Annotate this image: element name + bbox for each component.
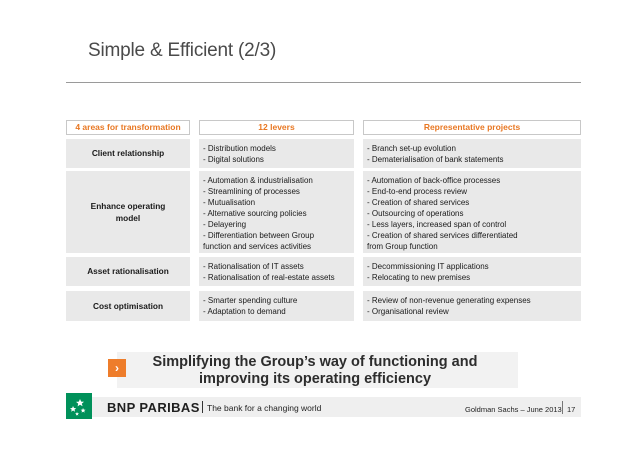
footer-source: Goldman Sachs – June 2013 bbox=[465, 405, 562, 414]
key-message-line: Simplifying the Group’s way of functioning and bbox=[152, 354, 478, 370]
projects-cell bbox=[363, 171, 581, 253]
levers-cell bbox=[199, 257, 354, 286]
lever-item: - Mutualisation bbox=[203, 198, 256, 207]
slide-title: Simple & Efficient (2/3) bbox=[88, 40, 277, 61]
project-item: from Group function bbox=[367, 242, 438, 251]
stars-icon bbox=[66, 393, 92, 419]
key-message bbox=[130, 354, 500, 388]
area-cell: Asset rationalisation bbox=[66, 257, 190, 286]
project-item: - Automation of back-office processes bbox=[367, 176, 501, 185]
page-number: 17 bbox=[567, 405, 576, 414]
tagline: The bank for a changing world bbox=[207, 403, 322, 413]
table-row bbox=[66, 139, 581, 168]
table-row bbox=[66, 171, 581, 253]
lever-item: - Differentiation between Group bbox=[203, 231, 315, 240]
project-item: - Creation of shared services bbox=[367, 198, 470, 207]
table-row bbox=[66, 257, 581, 286]
project-item: - Organisational review bbox=[367, 307, 449, 316]
projects-cell bbox=[363, 257, 581, 286]
lever-item: - Rationalisation of IT assets bbox=[203, 262, 304, 271]
project-item: - Dematerialisation of bank statements bbox=[367, 155, 504, 164]
header-projects: Representative projects bbox=[363, 120, 581, 135]
project-item: - Decommissioning IT applications bbox=[367, 262, 489, 271]
title-divider bbox=[66, 82, 581, 83]
key-message-line: improving its operating efficiency bbox=[198, 371, 432, 387]
header-areas: 4 areas for transformation bbox=[66, 120, 190, 135]
area-cell: Client relationship bbox=[66, 139, 190, 168]
levers-cell bbox=[199, 171, 354, 253]
projects-cell bbox=[363, 291, 581, 321]
project-item: - Outsourcing of operations bbox=[367, 209, 464, 218]
logo-separator bbox=[202, 401, 203, 413]
lever-item: - Digital solutions bbox=[203, 155, 264, 164]
lever-item: - Adaptation to demand bbox=[203, 307, 286, 316]
lever-item: - Alternative sourcing policies bbox=[203, 209, 307, 218]
table-header bbox=[0, 120, 638, 135]
chevron-right-icon: › bbox=[108, 359, 126, 377]
table-row bbox=[66, 291, 581, 321]
bnp-paribas-stars-logo-icon bbox=[66, 393, 92, 419]
project-item: - Relocating to new premises bbox=[367, 273, 471, 282]
project-item: - Creation of shared services differentiated bbox=[367, 231, 518, 240]
header-levers: 12 levers bbox=[199, 120, 354, 135]
project-item: - End-to-end process review bbox=[367, 187, 468, 196]
lever-item: - Smarter spending culture bbox=[203, 296, 298, 305]
page-separator bbox=[562, 401, 563, 414]
lever-item: - Distribution models bbox=[203, 144, 276, 153]
levers-cell bbox=[199, 139, 354, 168]
project-item: - Review of non-revenue generating expenses bbox=[367, 296, 531, 305]
area-label: Enhance operating model bbox=[90, 201, 166, 223]
area-cell: Cost optimisation bbox=[66, 291, 190, 321]
project-item: - Branch set-up evolution bbox=[367, 144, 456, 153]
projects-cell bbox=[363, 139, 581, 168]
area-cell bbox=[66, 171, 190, 253]
lever-item: function and services activities bbox=[203, 242, 312, 251]
levers-cell bbox=[199, 291, 354, 321]
lever-item: - Automation & industrialisation bbox=[203, 176, 313, 185]
lever-item: - Rationalisation of real-estate assets bbox=[203, 273, 335, 282]
project-item: - Less layers, increased span of control bbox=[367, 220, 507, 229]
lever-item: - Delayering bbox=[203, 220, 247, 229]
lever-item: - Streamlining of processes bbox=[203, 187, 300, 196]
logo-wordmark: BNP PARIBAS bbox=[107, 400, 200, 415]
